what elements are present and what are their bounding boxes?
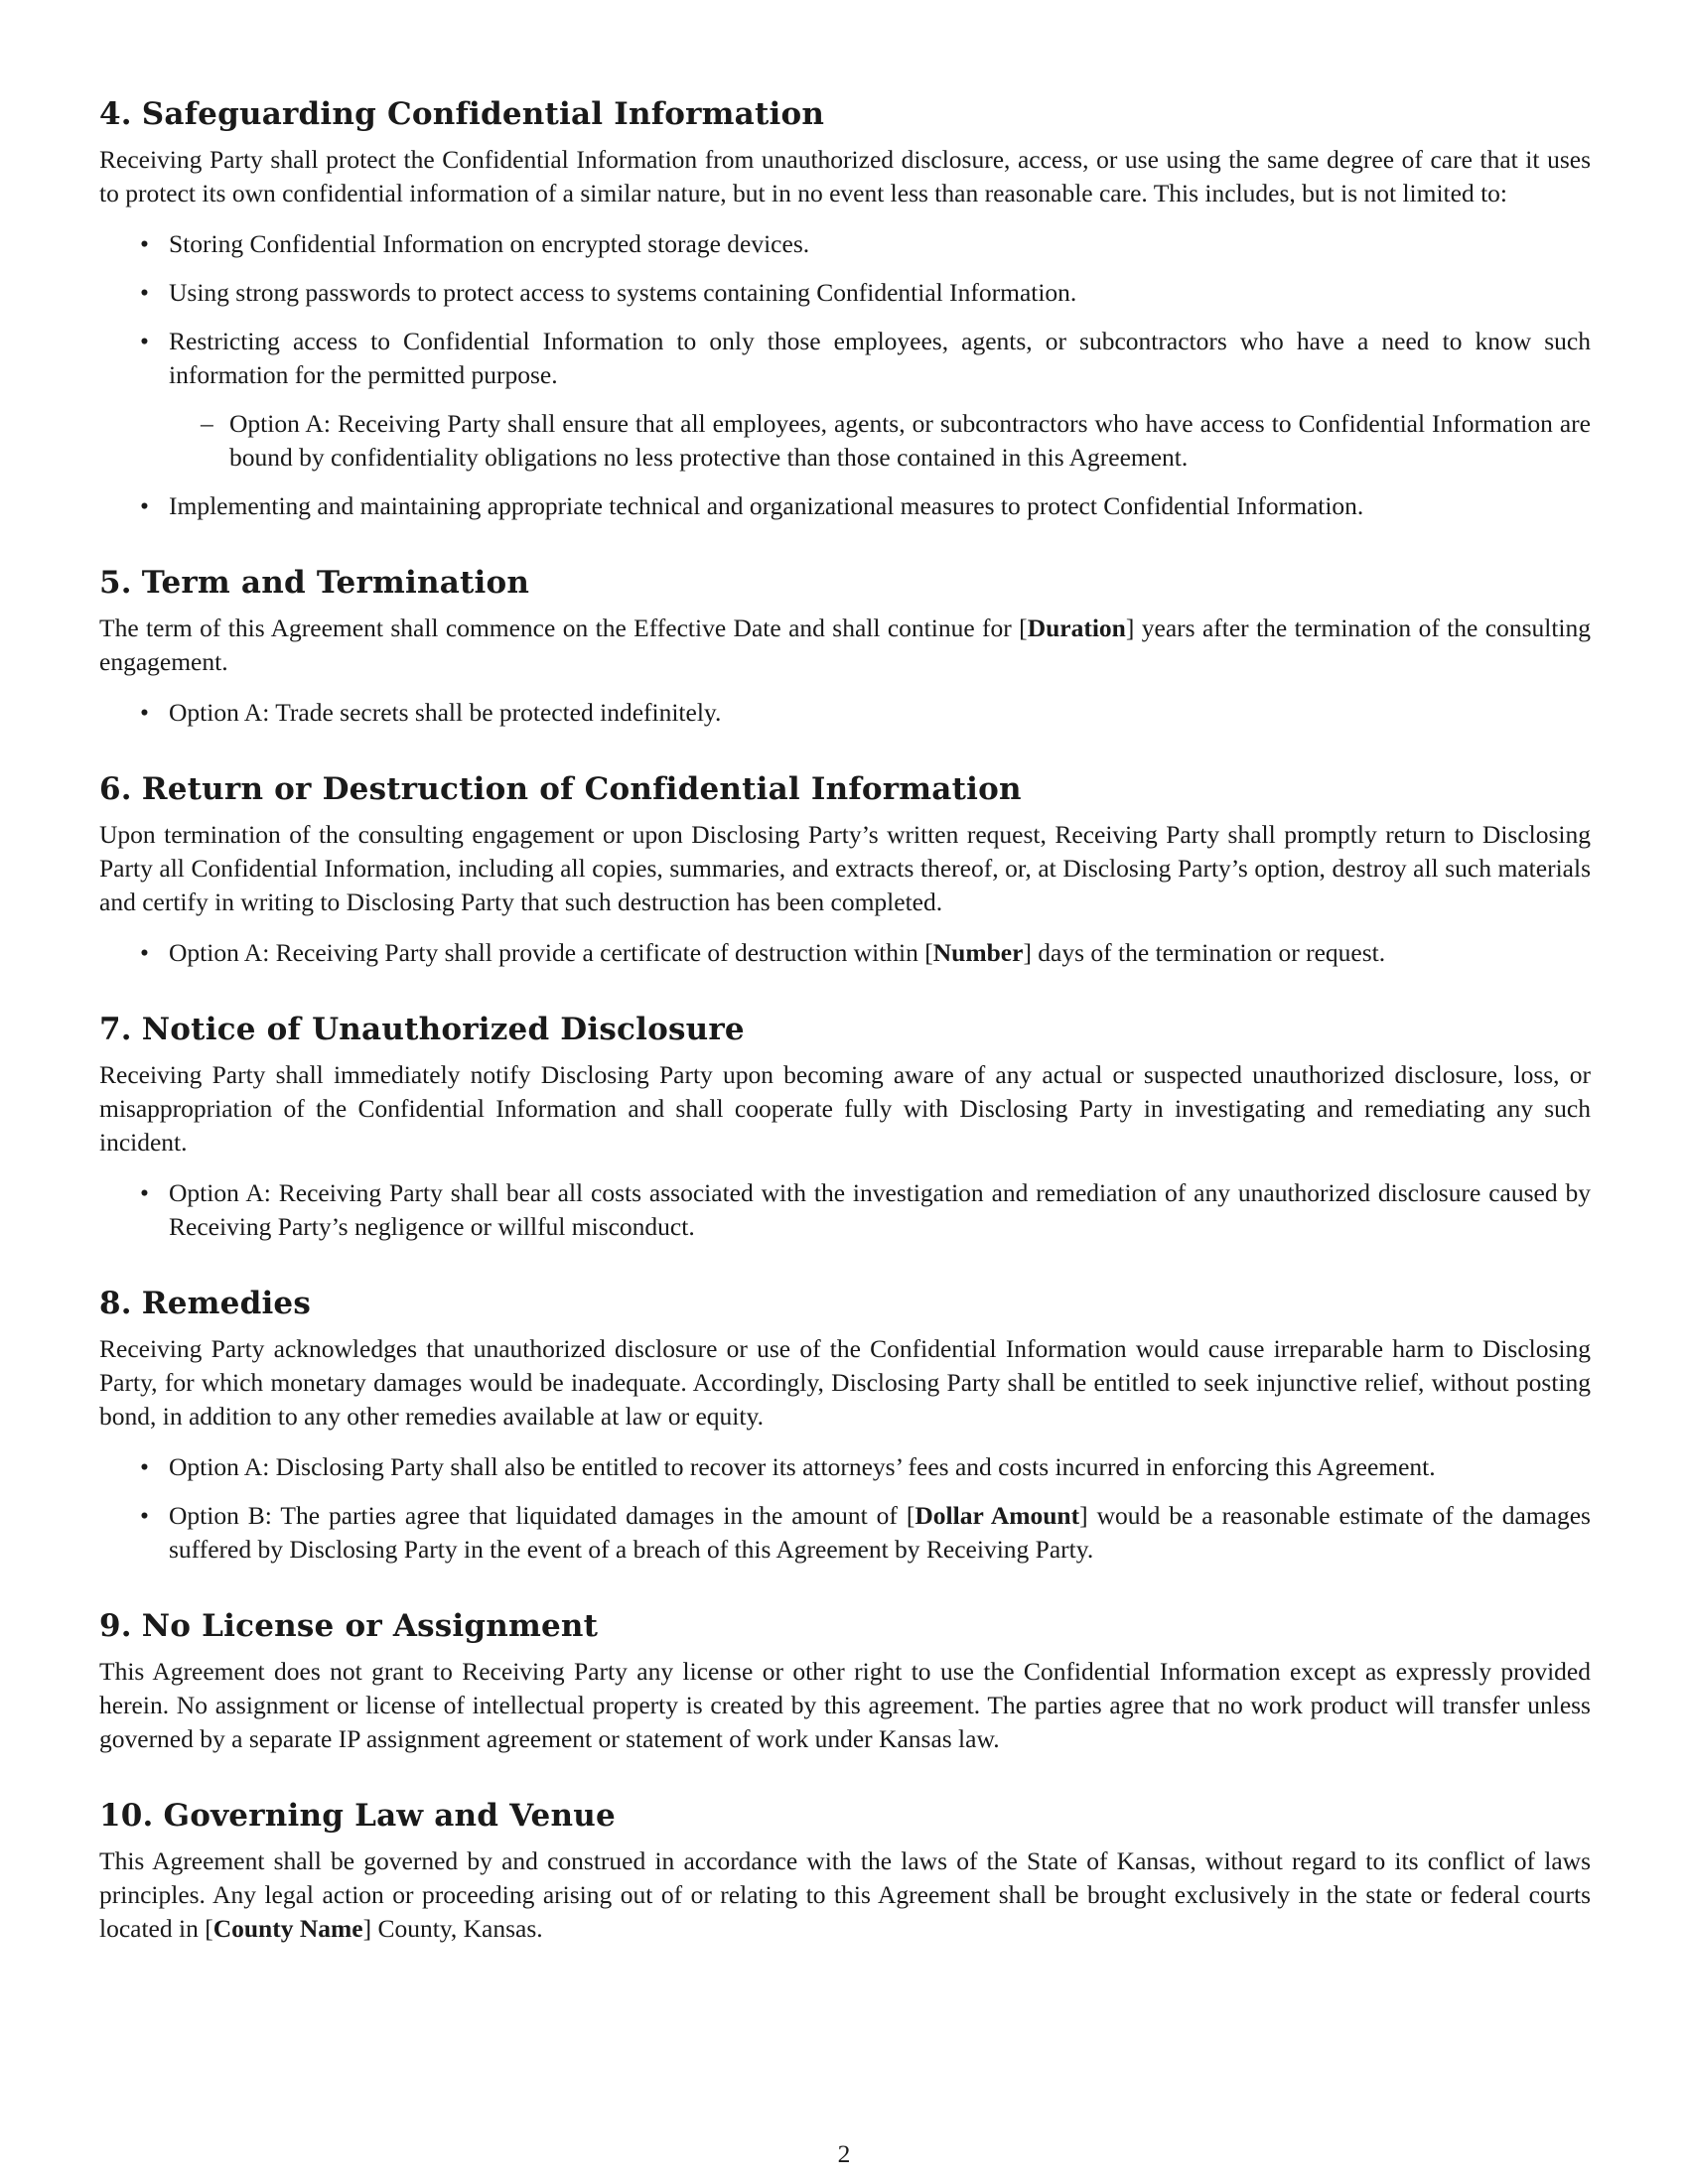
placeholder-county-name: County Name: [212, 1914, 363, 1943]
bullet-icon: •: [140, 1452, 149, 1481]
section-7: [99, 1010, 1591, 1244]
paragraph-text: ] County, Kansas.: [362, 1914, 543, 1943]
list-item: [99, 276, 1591, 310]
section-title: Governing Law and Venue: [163, 1798, 616, 1834]
bullet-icon: •: [140, 491, 149, 520]
section-paragraph: This Agreement does not grant to Receiving Party any license or other right to use the Confidential Information except as expressly provided herein. No assignment or license of intellectual property is created by this agreement. The parties agree that no work product will transfer unless governed by a separate IP assignment agreement or statement of work under Kansas law.: [99, 1657, 1591, 1753]
bullet-icon: •: [140, 1501, 149, 1530]
section-paragraph: Receiving Party shall immediately notify Disclosing Party upon becoming aware of any actual or suspected unauthorized disclosure, loss, or misappropriation of the Confidential Information and shall cooperate fully with Disclosing Party in investigating and remediating any such incident.: [99, 1060, 1591, 1157]
list-item-text: Using strong passwords to protect access to systems containing Confidential Information.: [169, 278, 1077, 307]
section-title: Return or Destruction of Confidential Information: [141, 771, 1022, 807]
section-5: [99, 563, 1591, 730]
list-item-text: Storing Confidential Information on encrypted storage devices.: [169, 229, 810, 258]
section-heading: [99, 1606, 1591, 1646]
list-item-text: Option A: Disclosing Party shall also be entitled to recover its attorneys’ fees and costs incurred in enforcing this Agreement.: [169, 1452, 1436, 1481]
section-4: [99, 94, 1591, 523]
section-number: 10.: [99, 1798, 154, 1834]
bullet-list: [99, 936, 1591, 970]
sub-list-item: [169, 407, 1591, 475]
section-9: [99, 1606, 1591, 1756]
paragraph-text: This Agreement shall be governed by and construed in accordance with the laws of the State of Kansas, without regard to its conflict of laws principles. Any legal action or proceeding arising out of or relating to this Agreement shall be brought exclusively in the state or federal courts located in [: [99, 1846, 1591, 1943]
section-paragraph: [99, 1844, 1591, 1946]
bullet-list: [99, 696, 1591, 730]
section-title: Safeguarding Confidential Information: [141, 96, 825, 132]
placeholder-number: Number: [932, 938, 1024, 967]
section-10: [99, 1796, 1591, 1946]
list-item-text: ] would be a reasonable estimate of the damages suffered by Disclosing Party in the event of a breach of this Agreement by Receiving Party.: [169, 1501, 1591, 1564]
sub-list: [169, 407, 1591, 475]
list-item: [99, 696, 1591, 730]
bullet-list: [99, 1176, 1591, 1244]
section-title: Remedies: [141, 1286, 312, 1321]
list-item-text: ] days of the termination or request.: [1023, 938, 1386, 967]
section-paragraph: Receiving Party acknowledges that unauthorized disclosure or use of the Confidential Information would cause irreparable harm to Disclosing Party, for which monetary damages would be inadequate. Accordingly, Disclosing Party shall be entitled to seek injunctive relief, without posting bond, in addition to any other remedies available at law or equity.: [99, 1334, 1591, 1431]
list-item-text: Option A: Receiving Party shall bear all costs associated with the investigation and remediation of any unauthorized disclosure caused by Receiving Party’s negligence or willful misconduct.: [169, 1178, 1591, 1241]
list-item: [99, 1499, 1591, 1567]
section-8: [99, 1284, 1591, 1567]
section-title: No License or Assignment: [141, 1608, 599, 1644]
section-title: Term and Termination: [141, 565, 530, 601]
page-number: 2: [837, 2139, 851, 2168]
section-heading: [99, 769, 1591, 809]
list-item-text: Option B: The parties agree that liquidated damages in the amount of [: [169, 1501, 915, 1530]
list-item: [99, 489, 1591, 523]
section-number: 5.: [99, 565, 132, 601]
bullet-icon: •: [140, 1178, 149, 1207]
section-paragraph: Upon termination of the consulting engagement or upon Disclosing Party’s written request, Receiving Party shall promptly return to Disclosing Party all Confidential Information, including all copies, summaries, and extracts thereof, or, at Disclosing Party’s option, destroy all such materials and certify in writing to Disclosing Party that such destruction has been completed.: [99, 820, 1591, 916]
bullet-list: [99, 1450, 1591, 1567]
list-item: [99, 1176, 1591, 1244]
section-heading: [99, 563, 1591, 603]
bullet-list: [99, 227, 1591, 523]
list-item: [99, 1450, 1591, 1484]
list-item-text: Option A: Receiving Party shall provide a certificate of destruction within [: [169, 938, 933, 967]
section-number: 8.: [99, 1286, 132, 1321]
section-number: 4.: [99, 96, 132, 132]
section-paragraph: Receiving Party shall protect the Confidential Information from unauthorized disclosure, access, or use using the same degree of care that it uses to protect its own confidential information of a similar nature, but in no event less than reasonable care. This includes, but is not limited to:: [99, 145, 1591, 207]
bullet-icon: •: [140, 278, 149, 307]
list-item: [99, 227, 1591, 261]
section-heading: [99, 1284, 1591, 1323]
section-number: 7.: [99, 1012, 132, 1047]
bullet-icon: •: [140, 938, 149, 967]
placeholder-duration: Duration: [1027, 614, 1126, 642]
section-heading: [99, 1010, 1591, 1049]
section-paragraph: [99, 612, 1591, 679]
section-number: 9.: [99, 1608, 132, 1644]
list-item-text: Implementing and maintaining appropriate technical and organizational measures to protect Confidential Information.: [169, 491, 1364, 520]
list-item: [99, 936, 1591, 970]
section-heading: [99, 1796, 1591, 1836]
bullet-icon: •: [140, 327, 149, 355]
section-6: [99, 769, 1591, 970]
bullet-icon: •: [140, 698, 149, 727]
paragraph-text: The term of this Agreement shall commence on the Effective Date and shall continue for [: [99, 614, 1028, 642]
paragraph-text: ] years after the termination of the consulting engagement.: [99, 614, 1592, 676]
list-item-text: Option A: Trade secrets shall be protected indefinitely.: [169, 698, 722, 727]
dash-icon: –: [201, 409, 213, 438]
sub-list-item-text: Option A: Receiving Party shall ensure that all employees, agents, or subcontractors who have access to Confidential Information are bound by confidentiality obligations no less protective than those contained in this Agreement.: [229, 409, 1591, 472]
section-number: 6.: [99, 771, 132, 807]
list-item-text: Restricting access to Confidential Information to only those employees, agents, or subcontractors who have a need to know such information for the permitted purpose.: [169, 327, 1591, 389]
section-heading: [99, 94, 1591, 134]
section-title: Notice of Unauthorized Disclosure: [141, 1012, 745, 1047]
placeholder-dollar-amount: Dollar Amount: [914, 1501, 1080, 1530]
bullet-icon: •: [140, 229, 149, 258]
list-item: [99, 325, 1591, 475]
